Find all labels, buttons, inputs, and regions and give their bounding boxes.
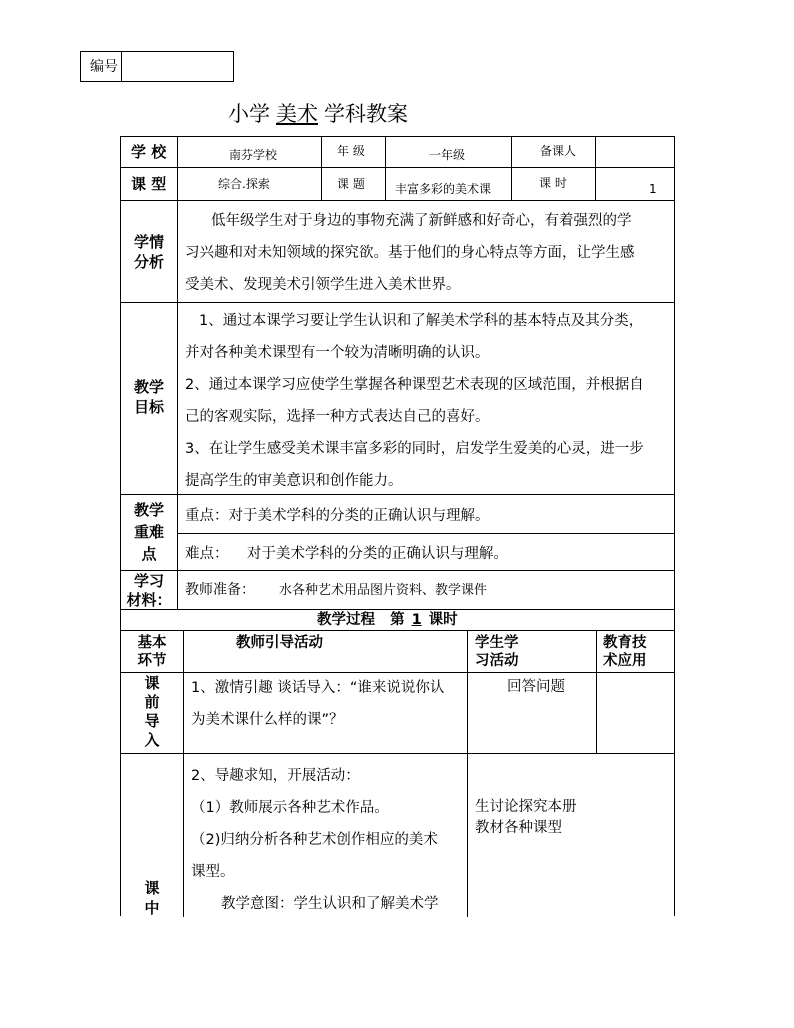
header-basic: 基本 环节 — [137, 635, 167, 669]
focus-text: 重点：对于美术学科的分类的正确认识与理解。 — [185, 508, 490, 524]
school-value: 南芬学校 — [229, 148, 278, 162]
title-subject: 美术 — [276, 102, 318, 126]
lesson-plan-table — [120, 136, 675, 610]
topic-label: 课 题 — [337, 177, 365, 191]
grade-value: 一年级 — [429, 148, 466, 162]
grade-label: 年 级 — [337, 144, 365, 158]
serial-box — [80, 51, 234, 82]
analysis-label: 学情 分析 — [133, 233, 164, 271]
pre-class-student: 回答问题 — [507, 679, 565, 695]
topic-value: 丰富多彩的美术课 — [395, 182, 492, 196]
goals-line: 2、通过本课学习应使学生掌握各种课型艺术表现的区域范围，并根据自 — [185, 377, 644, 393]
hours-label: 课 时 — [539, 176, 567, 190]
goals-line: 并对各种美术课型有一个较为清晰明确的认识。 — [185, 345, 490, 361]
type-label: 课 型 — [131, 175, 167, 193]
school-label: 学 校 — [131, 143, 167, 161]
goals-line: 己的客观实际，选择一种方式表达自己的喜好。 — [185, 409, 490, 425]
goals-text — [185, 305, 644, 497]
analysis-line: 受美术、发现美术引领学生进入美术世界。 — [185, 277, 461, 293]
header-student: 学生学 习活动 — [475, 635, 519, 669]
goals-label: 教学 目标 — [133, 378, 164, 416]
serial-label: 编号 — [90, 59, 118, 75]
pre-class-teacher: 1、激情引趣 谈话导入：“谁来说说你认 为美术课什么样的课”？ — [191, 680, 445, 728]
header-teacher: 教师引导活动 — [236, 635, 323, 651]
materials-teacher-value: 水各种艺术用品图片资料、教学课件 — [279, 583, 488, 598]
analysis-line: 习兴趣和对未知领域的探究欲。基于他们的身心特点等方面，让学生感 — [185, 245, 635, 261]
analysis-line: 低年级学生对于身边的事物充满了新鲜感和好奇心，有着强烈的学 — [211, 213, 632, 229]
preparer-label: 备课人 — [540, 144, 577, 158]
goals-line: 提高学生的审美意识和创作能力。 — [185, 473, 403, 489]
key-points-label: 教学 重难 点 — [133, 501, 164, 563]
title-suffix: 学科教案 — [324, 102, 408, 126]
page-title — [228, 104, 408, 125]
materials-teacher-label: 教师准备： — [185, 582, 255, 598]
goals-line: 3、在让学生感受美术课丰富多彩的同时，启发学生爱美的心灵，进一步 — [185, 441, 644, 457]
pre-class-label: 课 前 导 入 — [144, 674, 160, 749]
goals-line: 1、通过本课学习要让学生认识和了解美术学科的基本特点及其分类， — [199, 313, 644, 329]
header-tech: 教育技 术应用 — [603, 635, 647, 669]
analysis-text — [185, 205, 635, 301]
materials-label: 学习 材料： — [126, 572, 172, 609]
type-value: 综合.探索 — [218, 177, 270, 191]
in-class-label: 课 中 — [144, 879, 160, 917]
in-class-student: 生讨论探究本册 教材各种课型 — [475, 799, 577, 836]
process-table — [120, 609, 675, 916]
process-title: 教学过程 第 1 课时 — [317, 612, 458, 628]
in-class-teacher: 2、导趣求知，开展活动： （1）教师展示各种艺术作品。 （2)归纳分析各种艺术创作相应的美术 课型。 教学意图：学生认识和了解美术学 — [191, 768, 439, 912]
title-prefix: 小学 — [228, 102, 270, 126]
difficulty-text: 难点： 对于美术学科的分类的正确认识与理解。 — [185, 546, 508, 562]
hours-value: 1 — [649, 182, 657, 196]
